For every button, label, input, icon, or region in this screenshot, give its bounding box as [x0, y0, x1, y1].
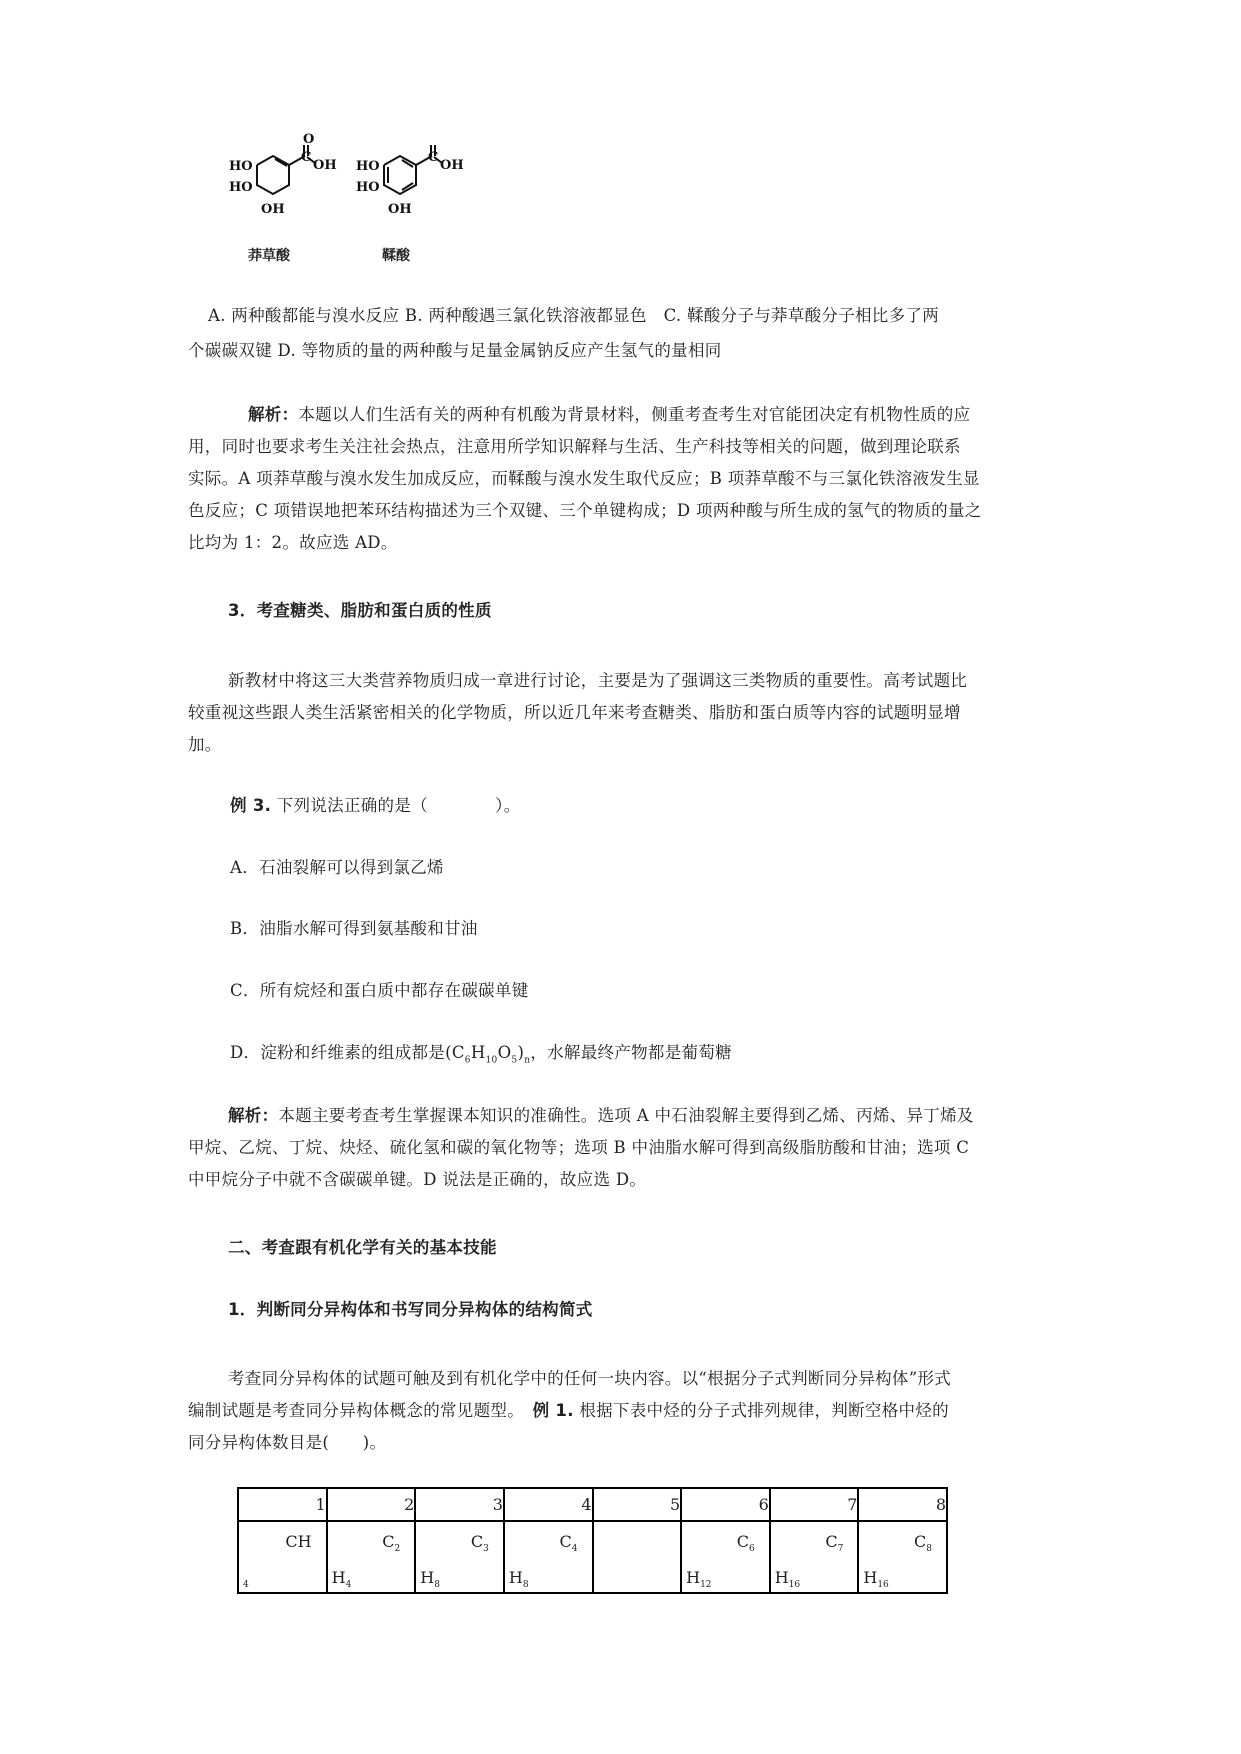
section3-heading: 3．考查糖类、脂肪和蛋白质的性质: [228, 601, 492, 620]
atom-oh-3: OH: [388, 202, 412, 217]
formula-c: $C_8$: [914, 1532, 932, 1555]
option-d-prefix: D．淀粉和纤维素的组成都是(C: [230, 1043, 465, 1062]
analysis-text: 本题以人们生活有关的两种有机酸为背景材料，侧重考查考生对官能团决定有机物性质的应: [298, 405, 971, 424]
table-header-cell: 5: [593, 1488, 682, 1521]
part2-heading: 二、考查跟有机化学有关的基本技能: [228, 1238, 497, 1257]
isomer-text-a: 编制试题是考查同分异构体概念的常见题型。: [188, 1401, 533, 1420]
table-formula-cell: [238, 1521, 327, 1593]
example3-option-d: [230, 1037, 1100, 1076]
table-header-cell: 3: [415, 1488, 504, 1521]
sub-o: 5: [511, 1055, 518, 1066]
atom-o: O: [303, 132, 315, 147]
atom-oh: OH: [440, 158, 464, 173]
analysis3-line-1: [228, 1100, 1098, 1131]
formula-c: $C_7$: [825, 1532, 844, 1555]
q2-options-line-2: 个碳碳双键 D. 等物质的量的两种酸与足量金属钠反应产生氢气的量相同: [188, 341, 722, 360]
formula-h: $H_{16}$: [774, 1567, 801, 1590]
table-header-cell: 6: [681, 1488, 770, 1521]
formula-h: $H_8$: [508, 1567, 529, 1590]
atom-c: C: [428, 150, 439, 165]
hydrocarbon-table: [237, 1487, 948, 1594]
analysis3-line-3: 中甲烷分子中就不含碳碳单键。D 说法是正确的，故应选 D。: [188, 1170, 647, 1189]
analysis3-line-2: 甲烷、乙烷、丁烷、炔烃、硫化氢和碳的氧化物等；选项 B 中油脂水解可得到高级脂肪酸和甘油；选项 C: [188, 1138, 970, 1157]
atom-ho-1: HO: [356, 159, 380, 174]
table-header-row: [238, 1488, 947, 1521]
analysis2-line-1: [248, 399, 1118, 430]
atom-ho-2: HO: [356, 180, 380, 195]
shikimic-acid-label: 莽草酸: [248, 248, 290, 264]
isomer-text-b: 根据下表中烃的分子式排列规律，判断空格中烃的: [579, 1401, 949, 1420]
sub-c: 6: [464, 1055, 471, 1066]
example3-question: 下列说法正确的是（ ）。: [276, 796, 521, 815]
analysis2-line-5: 比均为 1：2。故应选 AD。: [188, 533, 398, 552]
example1-label: 例 1.: [532, 1401, 574, 1420]
sub1-heading: 1．判断同分异构体和书写同分异构体的结构简式: [228, 1300, 593, 1319]
formula-h: $H_{16}$: [863, 1567, 889, 1590]
atom-ho-2: HO: [229, 180, 253, 195]
table-header-cell: 1: [238, 1488, 327, 1521]
option-d-suffix: ，水解最终产物都是葡萄糖: [530, 1043, 732, 1062]
shikimic-acid-structure: [225, 132, 337, 235]
formula-c: $C_4$: [559, 1532, 578, 1555]
atom-oh: OH: [313, 158, 337, 173]
section3-para-line-1: 新教材中将这三大类营养物质归成一章进行讨论，主要是为了强调这三类物质的重要性。高考试题比: [228, 671, 968, 690]
isomer-para-line-2: [188, 1395, 1058, 1426]
example3-option-b: B．油脂水解可得到氨基酸和甘油: [230, 919, 478, 938]
analysis-label: 解析：: [248, 405, 299, 424]
table-formula-cell: [504, 1521, 593, 1593]
isomer-para-line-1: 考查同分异构体的试题可触及到有机化学中的任何一块内容。以“根据分子式判断同分异构体”形式: [228, 1369, 952, 1388]
table-header-cell: 2: [327, 1488, 416, 1521]
option-d-o: O: [497, 1043, 512, 1062]
sub-n: n: [524, 1055, 531, 1066]
example3-label: 例 3.: [230, 796, 272, 815]
formula-h: $H_8$: [420, 1567, 440, 1590]
formula-h: $H_4$: [331, 1567, 352, 1590]
table-formula-cell-blank: [593, 1521, 682, 1593]
table-header-cell: 7: [770, 1488, 859, 1521]
formula-h: $H_{12}$: [686, 1567, 712, 1590]
isomer-para-line-3: 同分异构体数目是( )。: [188, 1433, 387, 1452]
formula-c: $C_2$: [382, 1532, 401, 1555]
table-formula-cell: [681, 1521, 770, 1593]
table-header-cell: 4: [504, 1488, 593, 1521]
option-d-paren: ): [517, 1043, 525, 1062]
gallic-acid-structure: [352, 145, 462, 235]
gallic-acid-label: 鞣酸: [382, 248, 410, 264]
q2-options-line-1: A. 两种酸都能与溴水反应 B. 两种酸遇三氯化铁溶液都显色 C. 鞣酸分子与莽草酸分子相比多了两: [208, 306, 939, 325]
analysis-label: 解析：: [228, 1106, 279, 1125]
sub-h: 10: [485, 1055, 498, 1066]
analysis-text: 本题主要考查考生掌握课本知识的准确性。选项 A 中石油裂解主要得到乙烯、丙烯、异丁烯及: [278, 1106, 974, 1125]
formula-h: 4: [243, 1580, 249, 1590]
atom-oh-3: OH: [261, 202, 285, 217]
shikimic-acid-diagram: [225, 132, 337, 235]
table-formula-row: [238, 1521, 947, 1593]
example3-option-c: C．所有烷烃和蛋白质中都存在碳碳单键: [230, 981, 529, 1000]
gallic-acid-diagram: [352, 145, 462, 235]
table-formula-cell: [415, 1521, 504, 1593]
analysis2-line-2: 用，同时也要求考生关注社会热点，注意用所学知识解释与生活、生产科技等相关的问题，做到理论联系: [188, 437, 961, 456]
table-formula-cell: [858, 1521, 947, 1593]
section3-para-line-2: 较重视这些跟人类生活紧密相关的化学物质，所以近几年来考查糖类、脂肪和蛋白质等内容的试题明显增: [188, 703, 961, 722]
table-header-cell: 8: [858, 1488, 947, 1521]
analysis2-line-3: 实际。A 项莽草酸与溴水发生加成反应，而鞣酸与溴水发生取代反应；B 项莽草酸不与三氯化铁溶液发生显: [188, 469, 980, 488]
option-d-h: H: [470, 1043, 486, 1062]
atom-c: C: [301, 150, 312, 165]
table-formula-cell: [770, 1521, 859, 1593]
formula-c: $C_3$: [470, 1532, 489, 1555]
example3-stem: [230, 790, 1100, 821]
table-formula-cell: [327, 1521, 416, 1593]
section3-para-line-3: 加。: [188, 735, 222, 754]
analysis2-line-4: 色反应；C 项错误地把苯环结构描述为三个双键、三个单键构成；D 项两种酸与所生成的氢气的物质的量之: [188, 501, 982, 520]
formula-c: CH: [285, 1532, 312, 1551]
formula-c: $C_6$: [736, 1532, 755, 1555]
example3-option-a: A．石油裂解可以得到氯乙烯: [230, 858, 444, 877]
atom-ho-1: HO: [229, 159, 253, 174]
